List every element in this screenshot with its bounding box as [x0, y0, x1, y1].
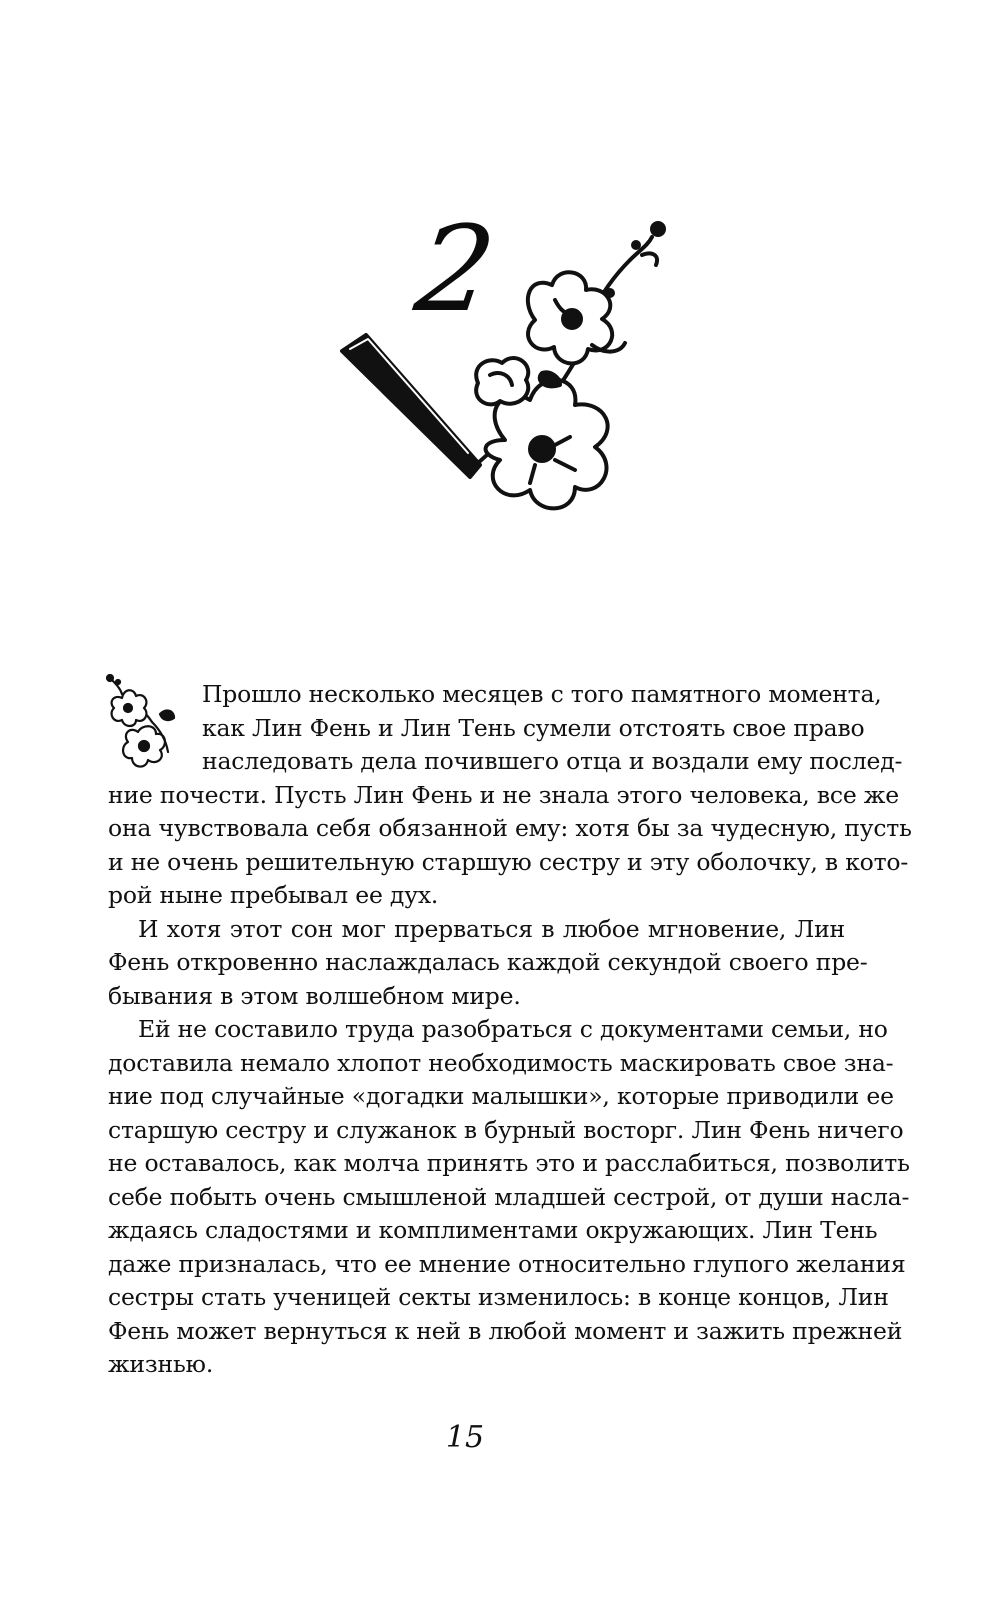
body-text: [108, 678, 912, 1382]
text-line: Фень может вернуться к ней в любой момент и зажить прежней: [108, 1316, 903, 1345]
paragraph-1: [108, 678, 912, 913]
text-line: даже призналась, что ее мнение относительно глупого желания: [108, 1249, 906, 1278]
text-line: и не очень решительную старшую сестру и эту оболочку, в кото-: [108, 847, 909, 876]
cherry-blossom-branch-icon: [330, 215, 690, 545]
text-line: она чувствовала себя обязанной ему: хотя бы за чудесную, пусть: [108, 814, 912, 842]
text-line: как Лин Фень и Лин Тень сумели отстоять свое право: [202, 713, 865, 742]
text-line: старшую сестру и служанок в бурный восторг. Лин Фень ничего: [108, 1115, 904, 1144]
text-line: ждаясь сладостями и комплиментами окружающих. Лин Тень: [108, 1216, 878, 1244]
text-line: сестры стать ученицей секты изменилось: в конце концов, Лин: [108, 1283, 889, 1311]
text-line: ние почести. Пусть Лин Фень и не знала этого человека, все же: [108, 780, 899, 809]
chapter-number: 2: [408, 200, 503, 338]
text-line: бывания в этом волшебном мире.: [108, 981, 521, 1010]
text-line: рой ныне пребывал ее дух.: [108, 881, 439, 909]
text-line: Фень откровенно наслаждалась каждой секундой своего пре-: [108, 948, 868, 976]
text-line: наследовать дела почившего отца и воздали ему послед-: [202, 747, 903, 775]
text-line: Ей не составило труда разобраться с документами семьи, но: [138, 1015, 888, 1043]
text-line: И хотя этот сон мог прерваться в любое мгновение, Лин: [138, 914, 845, 943]
text-line: доставила немало хлопот необходимость маскировать свое зна-: [108, 1048, 894, 1077]
text-line: Прошло несколько месяцев с того памятного момента,: [202, 680, 882, 708]
text-line: жизнью.: [108, 1350, 214, 1378]
text-line: не оставалось, как молча принять это и расслабиться, позволить: [108, 1149, 910, 1177]
page-number: 15: [445, 1420, 485, 1455]
text-line: ние под случайные «догадки малышки», которые приводили ее: [108, 1082, 894, 1110]
paragraph-3: [108, 1013, 910, 1382]
text-line: себе побыть очень смышленой младшей сестрой, от души насла-: [108, 1182, 910, 1211]
paragraph-2: [108, 913, 868, 1014]
